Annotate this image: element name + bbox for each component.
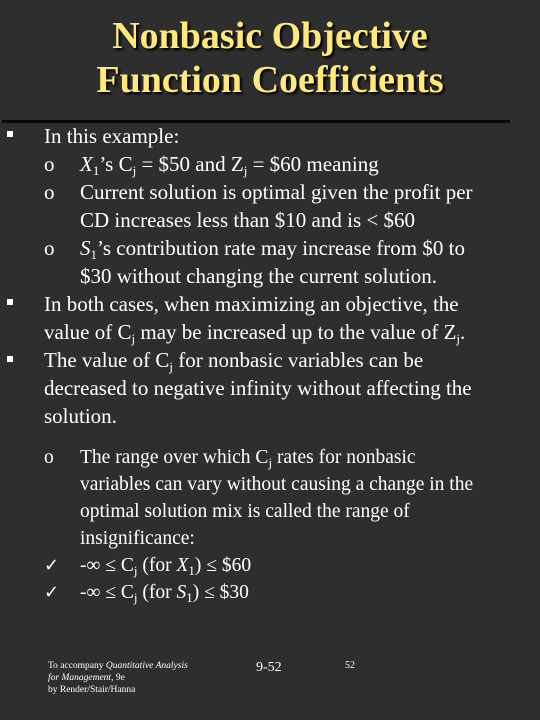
subscript: 1 <box>90 247 97 262</box>
book-title: for Management <box>48 673 112 683</box>
text-part: -∞ ≤ C <box>80 582 134 603</box>
bullet-nonbasic-line-2: decreased to negative infinity without affecting the <box>44 376 472 400</box>
square-bullet-icon <box>7 356 13 362</box>
text-part: (for <box>137 555 177 576</box>
var-s: S <box>176 582 187 603</box>
subscript: j <box>243 163 248 178</box>
text-part: ) ≤ $60 <box>194 555 252 576</box>
sub-bullet-range-line-2: variables can vary without causing a change in the <box>80 474 474 495</box>
text-part: = $50 and Z <box>136 152 244 176</box>
subscript: j <box>133 563 138 578</box>
bullet-nonbasic-line-1 <box>44 346 423 374</box>
circle-bullet-icon: o <box>44 236 55 260</box>
sub-bullet-range-line-4: insignificance: <box>80 528 195 549</box>
var-x: X <box>176 555 189 576</box>
sub-bullet-s1-line-2: $30 without changing the current solution. <box>80 264 437 288</box>
text-part: , 9e <box>111 673 125 683</box>
bullet-example: In this example: <box>44 124 180 148</box>
text-part: ’s contribution rate may increase from $0 to <box>97 236 465 260</box>
square-bullet-icon <box>7 299 13 305</box>
sub-bullet-optimal-line-2: CD increases less than $10 and is < $60 <box>80 208 415 232</box>
footer-line-3: by Render/Stair/Hanna <box>48 685 136 695</box>
text-part: = $60 meaning <box>247 152 379 176</box>
sub-bullet-s1-line-1 <box>80 234 465 262</box>
circle-bullet-icon: o <box>44 447 54 468</box>
subscript: 1 <box>188 563 195 578</box>
text-part: To accompany <box>48 661 106 671</box>
sub-bullet-range-line-3: optimal solution mix is called the range of <box>80 501 410 522</box>
subscript: j <box>131 331 136 346</box>
subscript: 1 <box>92 163 100 178</box>
text-part: . <box>460 320 466 344</box>
subscript: 1 <box>186 590 193 605</box>
text-part: The range over which C <box>80 447 269 468</box>
checkmark-icon: ✓ <box>44 555 60 576</box>
page-number: 52 <box>345 660 355 671</box>
range-s1 <box>80 579 249 606</box>
text-part: may be increased up to the value of Z <box>135 320 457 344</box>
text-part: value of C <box>44 320 132 344</box>
text-part: (for <box>137 582 177 603</box>
square-bullet-icon <box>7 131 13 137</box>
footer-line-2 <box>48 672 188 684</box>
sub-bullet-x1-values <box>80 150 379 178</box>
slide-title <box>0 14 540 102</box>
bullet-both-cases-line-1: In both cases, when maximizing an objective, the <box>44 292 459 316</box>
text-part: ) ≤ $30 <box>192 582 249 603</box>
range-x1 <box>80 552 251 579</box>
sub-bullet-range-line-1 <box>80 444 416 471</box>
title-line-1: Nonbasic Objective <box>112 15 428 57</box>
var-s: S <box>80 236 91 260</box>
subscript: j <box>456 331 461 346</box>
checkmark-icon: ✓ <box>44 582 60 603</box>
title-line-2: Function Coefficients <box>96 59 444 101</box>
text-part: for nonbasic variables can be <box>173 348 424 372</box>
footer-line-1 <box>48 660 188 672</box>
book-title: Quantitative Analysis <box>105 661 188 671</box>
circle-bullet-icon: o <box>44 152 55 176</box>
subscript: j <box>268 455 273 470</box>
text-part: ’s C <box>99 152 133 176</box>
subscript: j <box>169 359 173 374</box>
subscript: j <box>132 163 137 178</box>
text-part: rates for nonbasic <box>272 447 416 468</box>
subscript: j <box>133 590 138 605</box>
bullet-both-cases-line-2 <box>44 318 465 346</box>
circle-bullet-icon: o <box>44 180 55 204</box>
var-x: X <box>80 152 93 176</box>
text-part: -∞ ≤ C <box>80 555 134 576</box>
sub-bullet-optimal-line-1: Current solution is optimal given the profit per <box>80 180 473 204</box>
bullet-nonbasic-line-3: solution. <box>44 404 117 428</box>
slide-code: 9-52 <box>256 660 282 675</box>
footer-citation <box>48 660 188 696</box>
text-part: The value of C <box>44 348 170 372</box>
